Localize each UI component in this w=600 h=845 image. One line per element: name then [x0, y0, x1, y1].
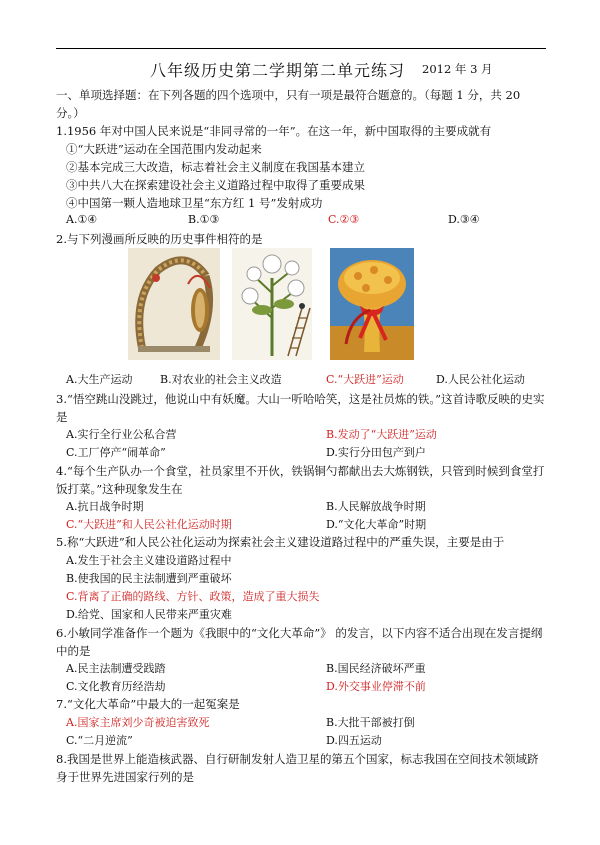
question-1-item-3: ③中共八大在探索建设社会主义道路过程中取得了重要成果 — [66, 178, 365, 192]
question-7-stem: 7.“文化大革命”中最大的一起冤案是 — [56, 697, 240, 711]
question-5-option-c-answer: C.背离了正确的路线、方针、政策，造成了重大损失 — [66, 590, 320, 603]
question-2-option-d: D.人民公社化运动 — [436, 373, 525, 386]
question-2-stem: 2.与下列漫画所反映的历史事件相符的是 — [56, 232, 263, 246]
question-4-option-a: A.抗日战争时期 — [66, 500, 144, 513]
cartoon-cotton-ladder-image — [232, 248, 312, 360]
question-7-option-d: D.四五运动 — [326, 734, 382, 747]
question-5-option-b: B.使我国的民主法制遭到严重破坏 — [66, 572, 232, 585]
question-6-option-d-answer: D.外交事业停滞不前 — [326, 680, 426, 693]
question-3-option-d: D.实行分田包产到户 — [326, 446, 426, 459]
question-1-option-b: B.①③ — [188, 213, 220, 226]
question-5-option-d: D.给党、国家和人民带来严重灾难 — [66, 608, 232, 621]
question-4-option-d: D.“文化大革命”时期 — [326, 518, 427, 531]
cartoon-grain-cloud-image — [330, 248, 414, 360]
top-rule — [56, 48, 546, 49]
question-1-item-1: ①“大跃进”运动在全国范围内发动起来 — [66, 142, 262, 156]
question-2-option-a: A.大生产运动 — [66, 373, 133, 386]
page-title: 八年级历史第二学期第二单元练习 — [150, 61, 406, 80]
question-1-option-d: D.③④ — [448, 213, 480, 226]
question-1-option-a: A.①④ — [66, 213, 98, 226]
question-3-option-c: C.工厂停产“闹革命” — [66, 446, 166, 459]
exam-date: 2012 年 3 月 — [422, 62, 493, 76]
question-7-option-a-answer: A.国家主席刘少奇被迫害致死 — [66, 716, 210, 729]
question-3-option-b-answer: B.发动了“大跃进”运动 — [326, 428, 437, 441]
question-5-option-a: A.发生于社会主义建设道路过程中 — [66, 554, 232, 567]
question-4-stem: 4.“每个生产队办一个食堂，社员家里不开伙，铁锅铜勺都献出去大炼钢铁，只管到时候到食堂打饭打菜。”这种现象发生在 — [56, 464, 545, 496]
question-4-option-c-answer: C.“大跃进”和人民公社化运动时期 — [66, 518, 232, 531]
question-8-stem: 8.我国是世界上能造核武器、自行研制发射人造卫星的第五个国家，标志我国在空间技术领域跻身于世界先进国家行列的是 — [56, 752, 539, 784]
question-2-option-b: B.对农业的社会主义改造 — [160, 373, 282, 386]
question-3-option-a: A.实行全行业公私合营 — [66, 428, 177, 441]
question-4-option-b: B.人民解放战争时期 — [326, 500, 426, 513]
question-1-item-4: ④中国第一颗人造地球卫星“东方红 1 号”发射成功 — [66, 196, 323, 210]
question-1-option-c-answer: C.②③ — [328, 213, 360, 226]
question-3-stem: 3.“悟空跳山没跳过，他说山中有妖魔。大山一听哈哈笑，这是社员炼的铁。”这首诗歌反映的史实是 — [56, 392, 545, 424]
question-2-option-c-answer: C.“大跃进”运动 — [326, 373, 404, 386]
question-6-option-b: B.国民经济破坏严重 — [326, 662, 426, 675]
question-6-option-a: A.民主法制遭受践踏 — [66, 662, 166, 675]
question-7-option-c: C.“二月逆流” — [66, 734, 133, 747]
question-7-option-b: B.大批干部被打倒 — [326, 716, 415, 729]
cartoon-wheat-arch-image — [128, 248, 220, 360]
question-1-stem: 1.1956 年对中国人民来说是“非同寻常的一年”。在这一年，新中国取得的主要成就有 — [56, 124, 492, 138]
question-1-item-2: ②基本完成三大改造，标志着社会主义制度在我国基本建立 — [66, 160, 365, 174]
question-6-stem: 6.小敏同学准备作一个题为《我眼中的“文化大革命”》 的发言，以下内容不适合出现在发言提纲中的是 — [56, 626, 543, 658]
question-6-option-c: C.文化教育历经浩劫 — [66, 680, 166, 693]
section-heading: 一、单项选择题：在下列各题的四个选项中，只有一项是最符合题意的。（每题 1 分，共 20 分。） — [56, 88, 521, 120]
question-5-stem: 5.称“大跃进”和人民公社化运动为探索社会主义建设道路过程中的严重失误，主要是由于 — [56, 535, 505, 549]
